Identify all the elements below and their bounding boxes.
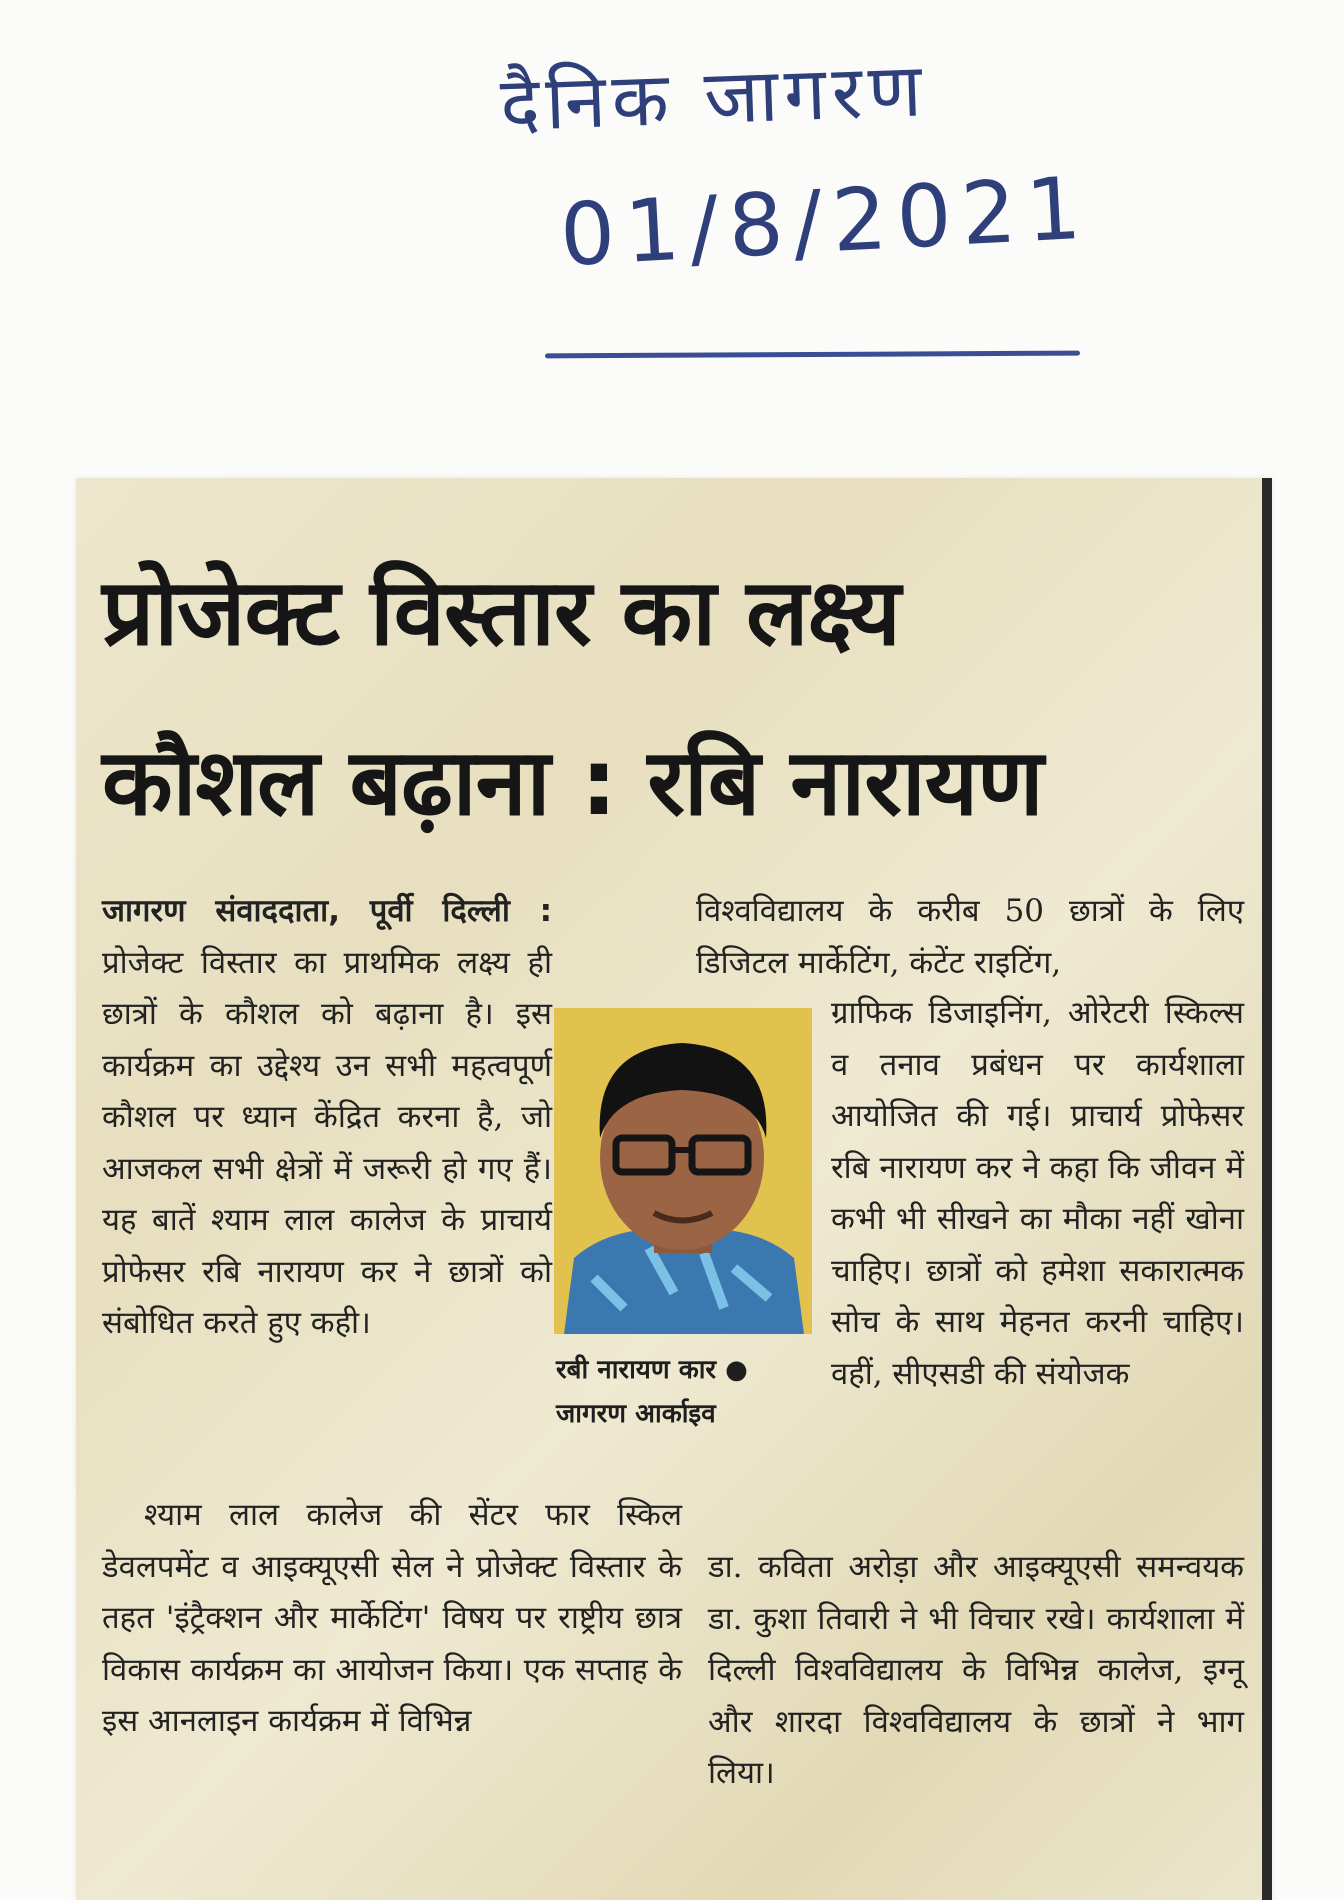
right-column-middle [831, 988, 1244, 1400]
left-column-bottom [102, 1490, 682, 1748]
handwritten-annotation [480, 40, 1140, 287]
handwritten-newspaper-name: दैनिक जागरण [498, 47, 929, 149]
right-column-top-text: विश्वविद्यालय के करीब 50 छात्रों के लिए डिजिटल मार्केटिंग, कंटेंट राइटिंग, [696, 893, 1244, 981]
byline: जागरण संवाददाता, पूर्वी दिल्ली : [102, 893, 552, 929]
photo-caption [556, 1348, 826, 1436]
portrait-photo [554, 1008, 812, 1334]
left-column-bottom-text: श्याम लाल कालेज की सेंटर फार स्किल डेवलपमेंट व आइक्यूएसी सेल ने प्रोजेक्ट विस्तार के तहत 'इंट्रैक्शन और मार्केटिंग' विषय पर राष्ट्रीय छात्र विकास कार्यक्रम का आयोजन किया। एक सप्ताह के इस आनलाइन कार्यक्रम में विभिन्न [102, 1497, 682, 1739]
person-portrait-image [554, 1008, 812, 1334]
headline [102, 528, 1252, 868]
photo-caption-credit: जागरण आर्काइव [556, 1399, 716, 1429]
clipping-edge [1262, 478, 1272, 1900]
newspaper-clipping [76, 478, 1272, 1900]
headline-line-1: प्रोजेक्ट विस्तार का लक्ष्य [102, 559, 900, 666]
handwritten-underline [545, 351, 1080, 359]
right-column-top [696, 886, 1244, 989]
headline-line-2: कौशल बढ़ाना : रबि नारायण [102, 729, 1043, 836]
right-column-bottom-text: डा. कविता अरोड़ा और आइक्यूएसी समन्वयक डा. कुशा तिवारी ने भी विचार रखे। कार्यशाला में दिल्ली विश्वविद्यालय के विभिन्न कालेज, इग्नू और शारदा विश्वविद्यालय के छात्रों ने भाग लिया। [708, 1549, 1244, 1791]
handwritten-date: 01/8/2021 [557, 158, 1094, 287]
right-column-bottom [708, 1542, 1244, 1800]
left-column-top-text: प्रोजेक्ट विस्तार का प्राथमिक लक्ष्य ही छात्रों के कौशल को बढ़ाना है। इस कार्यक्रम का उद्देश्य उन सभी महत्वपूर्ण कौशल पर ध्यान केंद्रित करना है, जो आजकल सभी क्षेत्रों में जरूरी हो गए हैं। यह बातें श्याम लाल कालेज के प्राचार्य प्रोफेसर रबि नारायण कर ने छात्रों को संबोधित करते हुए कही। [102, 944, 552, 1341]
left-column-top [102, 886, 552, 1350]
right-column-middle-text: ग्राफिक डिजाइनिंग, ओरेटरी स्किल्स व तनाव प्रबंधन पर कार्यशाला आयोजित की गई। प्राचार्य प्रोफेसर रबि नारायण कर ने कहा कि जीवन में कभी भी सीखने का मौका नहीं खोना चाहिए। छात्रों को हमेशा सकारात्मक सोच के साथ मेहनत करनी चाहिए। वहीं, सीएसडी की संयोजक [831, 995, 1244, 1392]
photo-caption-name: रबी नारायण कार ● [556, 1355, 748, 1385]
